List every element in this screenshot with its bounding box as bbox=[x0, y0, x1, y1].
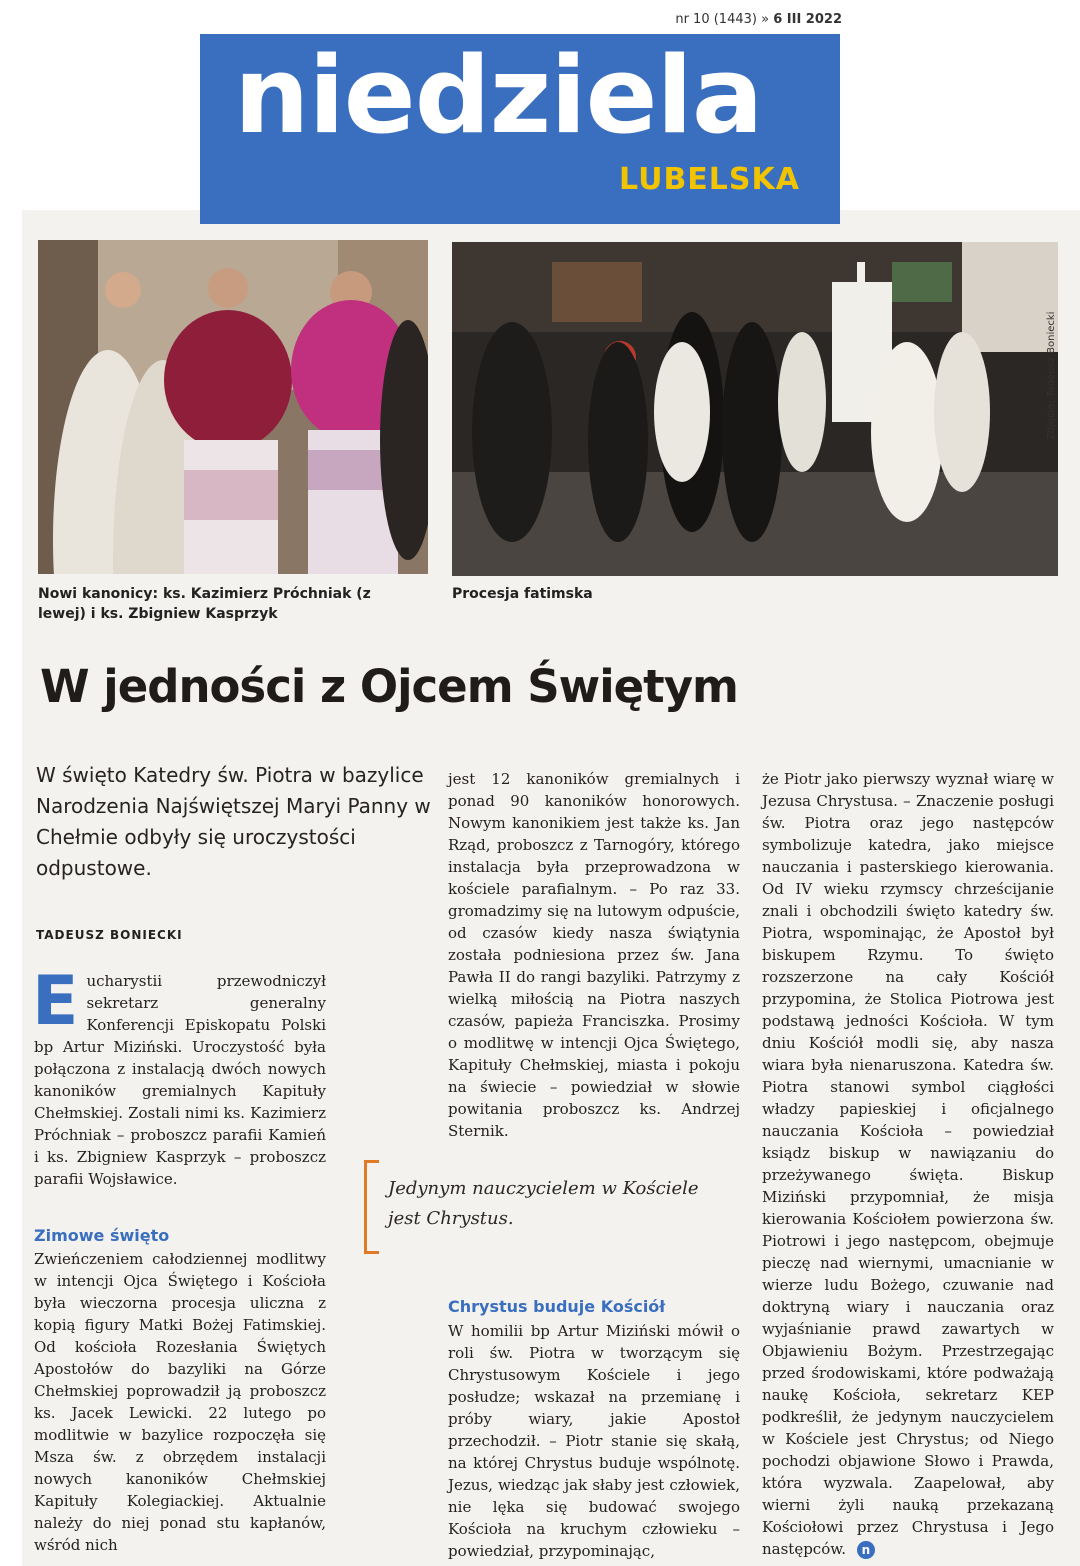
masthead bbox=[200, 34, 840, 224]
photo-canons-image bbox=[38, 240, 428, 574]
column-1-continued: Zwieńczeniem całodziennej modlitwy w intencji Ojca Świętego i Kościoła była wieczorna procesja uliczna z kopią figury Matki Bożej Fatimskiej. Od kościoła Rozesłania Świętych Apostołów do bazyliki na Górze Chełmskiej poprowadził ją proboszcz ks. Jacek Lewicki. 22 lutego po modlitwie w bazylice rozpoczęła się Msza św. z obrzędem instalacji nowych kanoników Chełmskiej Kapituły Kolegiackiej. Aktualnie należy do niej ponad stu kapłanów, wśród nich bbox=[34, 1250, 326, 1554]
column-2-continued: W homilii bp Artur Miziński mówił o roli św. Piotra w tworzącym się Chrystusowym Kościele i jego posłudze; wskazał na przemianę i próby wiary, jakie Apostoł przechodził. – Piotr stanie się skałą, na której Chrystus buduje wspólnotę. Jezus, wiedząc jak słaby jest człowiek, nie lęka się budować swojego Kościoła na kruchym człowieku – powiedział, przypominając, bbox=[448, 1322, 740, 1560]
issue-date: 6 III 2022 bbox=[773, 12, 842, 27]
dropcap: E bbox=[32, 962, 79, 1041]
column-3: że Piotr jako pierwszy wyznał wiarę w Jezusa Chrystusa. – Znaczenie posługi św. Piotra oraz jego następców symbolizuje katedra, jako miejsce nauczania i pasterskiego kierowania. Od IV wieku rzymscy chrześcijanie znali i obchodzili święto katedry św. Piotra, wspominając, że Apostoł był biskupem Rzymu. To święto rozszerzone na cały Kościół przypomina, że Stolica Piotrowa jest podstawą jedności Kościoła. W tym dniu Kościół modli się, aby nasza wiara była nienaruszona. Katedra św. Piotra stanowi symbol ciągłości władzy papieskiej i oficjalnego nauczania Kościoła – powiedział ksiądz biskup w nawiązaniu do przeżywanego święta. Biskup Miziński przypomniał, że misja kierowania Kościołem powierzona św. Piotrowi i jego następcom, obejmuje pieczę nad wiernymi, umacnianie w wierze ludu Bożego, czuwanie nad doktryną wiary i nauczania oraz wyjaśnianie prawd zawartych w Objawieniu Bożym. Przestrzegając przed środowiskami, które podważają naukę Kościoła, sekretarz KEP podkreślił, że jedynym nauczycielem w Kościele jest Chrystus; od Niego pochodzi objawione Słowo i Prawda, która wyzwala. Zaapelował, aby wierni żyli nauką przekazaną Kościołowi przez Chrystusa i Jego następców. n bbox=[762, 770, 1054, 1558]
caption-canons: Nowi kanonicy: ks. Kazimierz Próchniak (z lewej) i ks. Zbigniew Kasprzyk bbox=[38, 586, 371, 622]
quote-bracket bbox=[364, 1160, 379, 1254]
photo-credit: Zdjęcia: Tadeusz Boniecki bbox=[1046, 311, 1057, 440]
column-1 bbox=[32, 962, 326, 1190]
subhead-winter-feast: Zimowe święto bbox=[34, 1226, 170, 1245]
photo-procession bbox=[452, 242, 1058, 576]
end-mark-icon: n bbox=[857, 1541, 875, 1559]
subhead-christ-builds-church: Chrystus buduje Kościół bbox=[448, 1297, 666, 1316]
issue-info bbox=[638, 12, 842, 27]
column-2: jest 12 kanoników gremialnych i ponad 90 kanoników honorowych. Nowym kanonikiem jest także ks. Jan Rząd, proboszcz z Tarnogóry, którego instalacja była przeprowadzona w kościele parafialnym. – Po raz 33. gromadzimy się na lutowym odpuście, od czasów kiedy nasza świątynia została podniesiona przez św. Jana Pawła II do rangi bazyliki. Patrzymy z wielką miłością na Piotra naszych czasów, papieża Franciszka. Prosimy o modlitwę w intencji Ojca Świętego, Kapituły Chełmskiej, miasta i pokoju na świecie – powiedział w słowie powitania proboszcz ks. Andrzej Sternik. bbox=[448, 770, 740, 1140]
article-title: W jedności z Ojcem Świętym bbox=[40, 660, 738, 713]
issue-number: nr 10 (1443) » bbox=[675, 12, 770, 27]
photo-procession-image bbox=[452, 242, 1058, 576]
caption-procession: Procesja fatimska bbox=[452, 586, 593, 602]
pull-quote: Jedynym nauczycielem w Kościele jest Chrystus. bbox=[364, 1160, 730, 1250]
paragraph-intro: E ucharystii przewodniczył sekretarz generalny Konferencji Episkopatu Polski bp Artur Miziński. Uroczystość była połączona z instalacją dwóch nowych kanoników gremialnych Kapituły Chełmskiej. Zostali nimi ks. Kazimierz Próchniak – proboszcz parafii Kamień i ks. Zbigniew Kasprzyk – proboszcz parafii Wojsławice. bbox=[32, 962, 326, 1188]
photo-canons bbox=[38, 240, 428, 574]
edition-name: LUBELSKA bbox=[619, 162, 800, 197]
logo-title: niedziela bbox=[234, 34, 763, 157]
author-name: TADEUSZ BONIECKI bbox=[36, 928, 183, 942]
article-lead: W święto Katedry św. Piotra w bazylice Narodzenia Najświętszej Maryi Panny w Chełmie odbyły się uroczystości odpustowe. bbox=[36, 763, 431, 880]
